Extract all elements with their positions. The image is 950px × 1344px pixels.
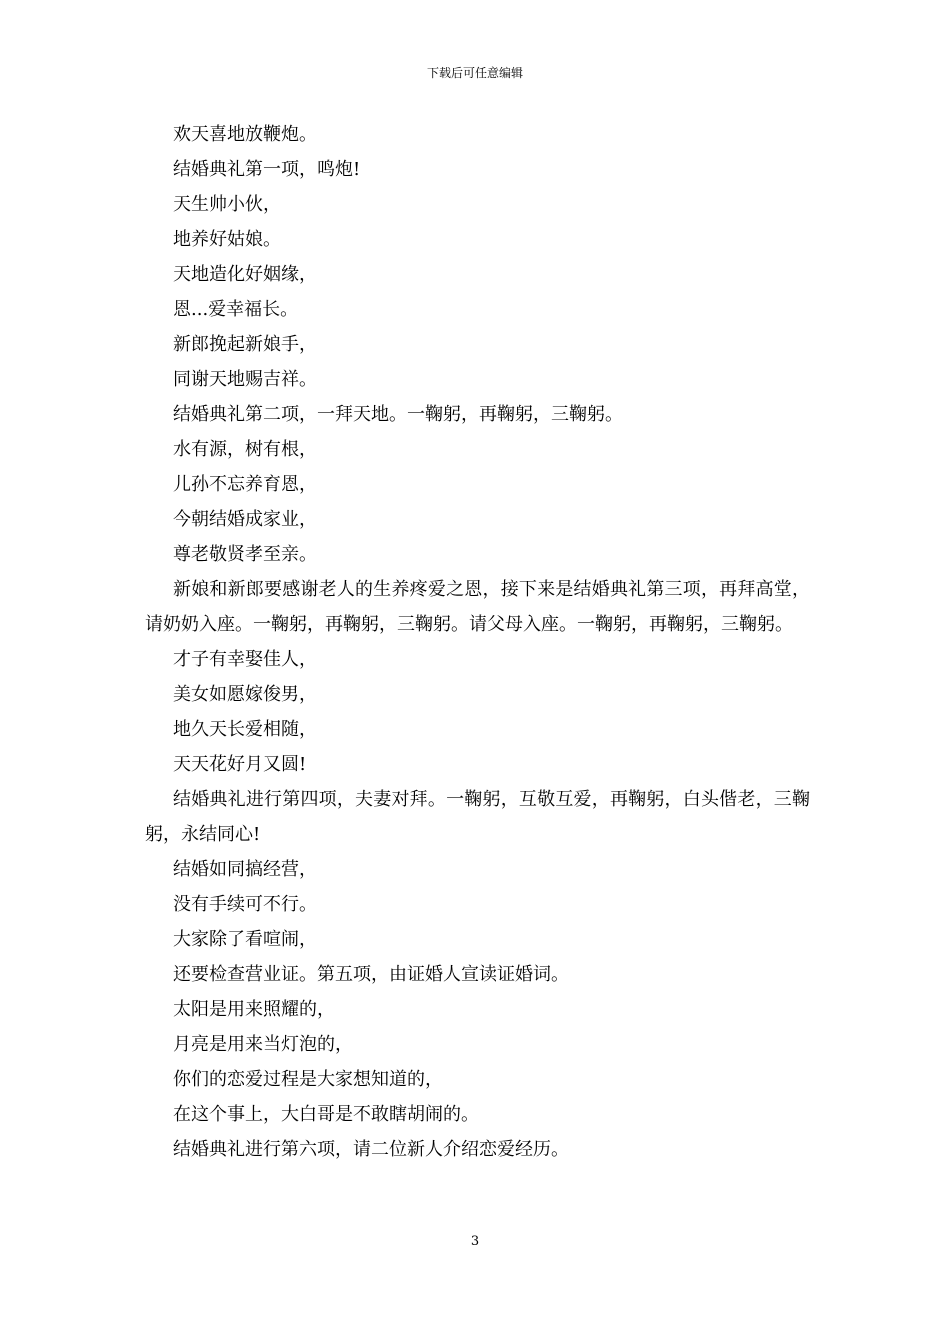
- paragraph: 美女如愿嫁俊男，: [173, 684, 317, 705]
- paragraph: 恩...爱幸福长。: [173, 299, 299, 320]
- paragraph: 欢天喜地放鞭炮。: [173, 124, 317, 145]
- paragraph: 水有源，树有根，: [173, 439, 317, 460]
- paragraph: 天天花好月又圆!: [173, 754, 307, 775]
- paragraph: 结婚典礼第一项，鸣炮!: [173, 159, 361, 180]
- paragraph: 天生帅小伙，: [173, 194, 281, 215]
- paragraph: 结婚典礼进行第四项，夫妻对拜。一鞠躬，互敬互爱，再鞠躬，白头偕老，三鞠躬，永结同心!: [145, 789, 810, 845]
- paragraph: 今朝结婚成家业，: [173, 509, 317, 530]
- paragraph: 新郎挽起新娘手，: [173, 334, 317, 355]
- paragraph: 儿孙不忘养育恩，: [173, 474, 317, 495]
- paragraph: 大家除了看喧闹，: [173, 929, 317, 950]
- paragraph: 天地造化好姻缘，: [173, 264, 317, 285]
- paragraph: 地久天长爱相随，: [173, 719, 317, 740]
- paragraph: 结婚典礼第二项，一拜天地。一鞠躬，再鞠躬，三鞠躬。: [173, 404, 623, 425]
- paragraph: 你们的恋爱过程是大家想知道的，: [173, 1069, 443, 1090]
- paragraph: 还要检查营业证。第五项，由证婚人宣读证婚词。: [173, 964, 569, 985]
- document-body: [145, 117, 810, 1167]
- page-header: 下载后可任意编辑: [426, 66, 523, 80]
- paragraph: 地养好姑娘。: [173, 229, 281, 250]
- paragraph: 新娘和新郎要感谢老人的生养疼爱之恩，接下来是结婚典礼第三项，再拜高堂，请奶奶入座。一鞠躬，再鞠躬，三鞠躬。请父母入座。一鞠躬，再鞠躬，三鞠躬。: [145, 579, 810, 635]
- paragraph: 尊老敬贤孝至亲。: [173, 544, 317, 565]
- paragraph: 太阳是用来照耀的，: [173, 999, 335, 1020]
- paragraph: 才子有幸娶佳人，: [173, 649, 317, 670]
- paragraph: 在这个事上，大白哥是不敢瞎胡闹的。: [173, 1104, 479, 1125]
- paragraph: 结婚如同搞经营，: [173, 859, 317, 880]
- paragraph: 没有手续可不行。: [173, 894, 317, 915]
- paragraph: 结婚典礼进行第六项，请二位新人介绍恋爱经历。: [173, 1139, 569, 1160]
- page-number: 3: [470, 1234, 480, 1249]
- paragraph: 月亮是用来当灯泡的，: [173, 1034, 353, 1055]
- paragraph: 同谢天地赐吉祥。: [173, 369, 317, 390]
